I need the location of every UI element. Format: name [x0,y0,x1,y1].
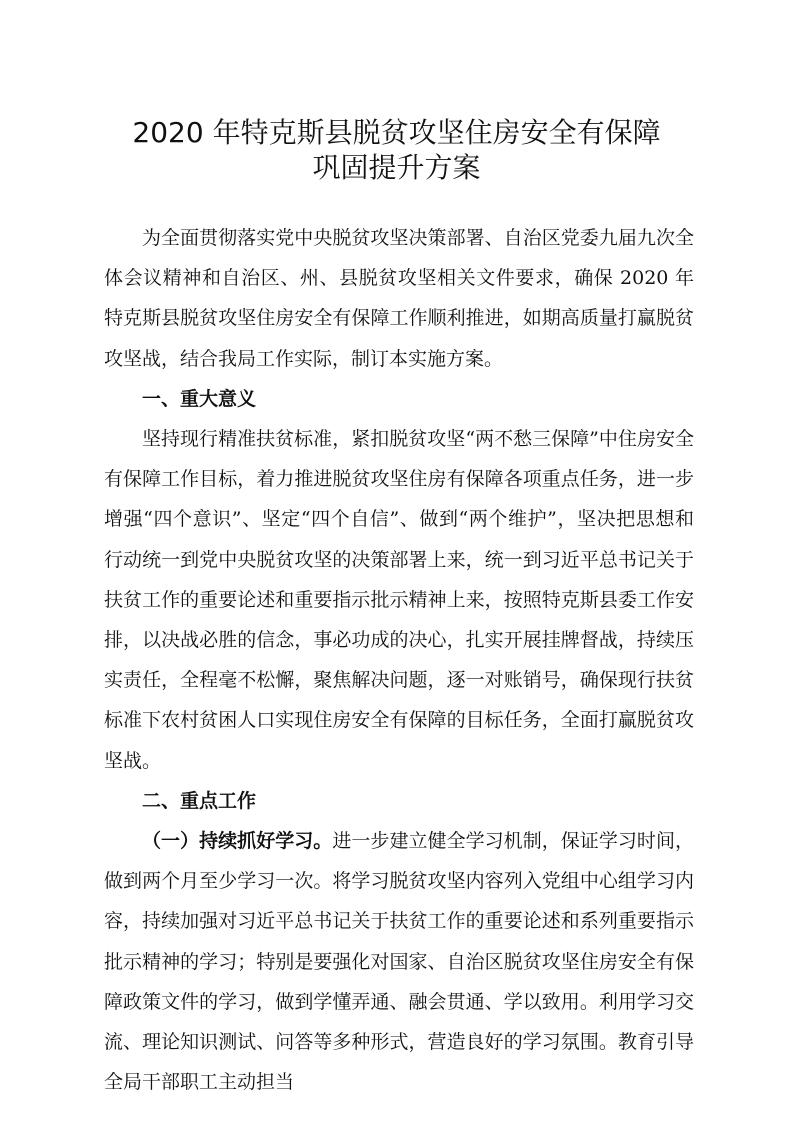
section-heading-significance: 一、重大意义 [142,387,257,410]
document-title-line-1: 2020 年特克斯县脱贫攻坚住房安全有保障 [132,116,661,149]
document-title-line-2: 巩固提升方案 [312,151,481,184]
item-1-lead: （一）持续抓好学习。 [142,830,333,853]
significance-paragraph: 坚持现行精准扶贫标准，紧扣脱贫攻坚“两不愁三保障”中住房安全有保障工作目标，着力推进脱贫攻坚住房有保障各项重点任务，进一步增强“四个意识”、坚定“四个自信”、做到“两个维护”，坚决把思想和行动统一到党中央脱贫攻坚的决策部署上来，统一到习近平总书记关于扶贫工作的重要论述和重要指示批示精神上来，按照特克斯县委工作安排，以决战必胜的信念，事必功成的决心，扎实开展挂牌督战，持续压实责任，全程毫不松懈，聚焦解决问题，逐一对账销号，确保现行扶贫标准下农村贫困人口实现住房安全有保障的目标任务，全面打赢脱贫攻坚战。 [104,428,694,772]
section-heading-key-work: 二、重点工作 [142,789,257,812]
intro-paragraph: 为全面贯彻落实党中央脱贫攻坚决策部署、自治区党委九届九次全体会议精神和自治区、州、县脱贫攻坚相关文件要求，确保 2020 年特克斯县脱贫攻坚住房安全有保障工作顺利推进，如期高质量打赢脱贫攻坚战，结合我局工作实际，制订本实施方案。 [104,227,694,370]
key-work-item-1 [104,821,694,1102]
item-1-text: 进一步建立健全学习机制，保证学习时间，做到两个月至少学习一次。将学习脱贫攻坚内容列入党组中心组学习内容，持续加强对习近平总书记关于扶贫工作的重要论述和系列重要指示批示精神的学习；特别是要强化对国家、自治区脱贫攻坚住房安全有保障政策文件的学习，做到学懂弄通、融会贯通、学以致用。利用学习交流、理论知识测试、问答等多种形式，营造良好的学习氛围。教育引导全局干部职工主动担当 [104,830,694,1094]
document-body [104,218,694,1102]
